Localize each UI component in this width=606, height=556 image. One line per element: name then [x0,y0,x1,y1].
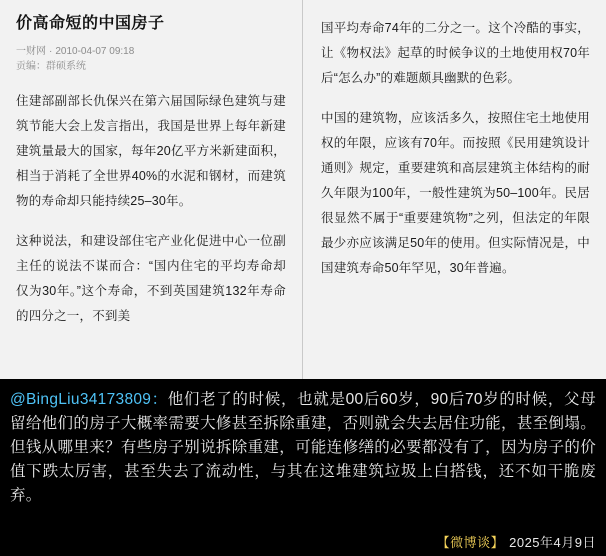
source-label: 贡编： [16,61,46,73]
comment-body: 他们老了的时候，也就是00后60岁，90后70岁的时候，父母留给他们的房子大概率需要大修甚至拆除重建，否则就会失去居住功能，甚至倒塌。但钱从哪里来？有些房子别说拆除重建，可能连修缮的必要都没有了，因为房子的价值下跌太厉害，甚至失去了流动性，与其在这堆建筑垃圾上白搭钱，还不如干脆废弃。 [10,391,596,505]
source-value: 群硕系统 [46,61,86,73]
byline-source: 一财网 [16,45,46,57]
byline-datetime: 2010-04-07 09:18 [55,45,135,57]
byline [16,44,286,60]
footer-bar [0,527,606,556]
footer-date: 2025年4月9日 [509,535,596,550]
article-column-right [303,0,606,379]
article-paragraph: 中国的建筑物，应该活多久，按照住宅土地使用权的年限，应该有70年。而按照《民用建筑设计通则》规定，重要建筑和高层建筑主体结构的耐久年限为100年，一般性建筑为50–100年。民居很显然不属于“重要建筑物”之列，但法定的年限最少亦应该满足50年的使用。但实际情况是，中国建筑寿命50年罕见，30年普遍。 [321,111,590,275]
source-line [16,59,286,75]
article-column-left [0,0,303,379]
article-paragraph: 国平均寿命74年的二分之一。这个冷酷的事实，让《物权法》起草的时候争议的土地使用权70年后“怎么办”的难题颇具幽默的色彩。 [321,21,590,85]
page-title: 价高命短的中国房子 [16,15,165,32]
comment-block [0,379,606,527]
footer-tag: 【微博谈】 [436,535,505,550]
article-paragraph: 这种说法，和建设部住宅产业化促进中心一位副主任的说法不谋而合：“国内住宅的平均寿命却仅为30年。”这个寿命，不到英国建筑132年寿命的四分之一，不到美 [16,233,286,323]
byline-separator: · [49,45,53,57]
article-paragraph: 住建部副部长仇保兴在第六届国际绿色建筑与建筑节能大会上发言指出，我国是世界上每年新建建筑量最大的国家，每年20亿平方米新建面积，相当于消耗了全世界40%的水泥和钢材，而建筑物的寿命却只能持续25–30年。 [16,93,286,208]
comment-author-handle[interactable]: @BingLiu34173809： [10,391,168,408]
comment-text [10,388,596,508]
